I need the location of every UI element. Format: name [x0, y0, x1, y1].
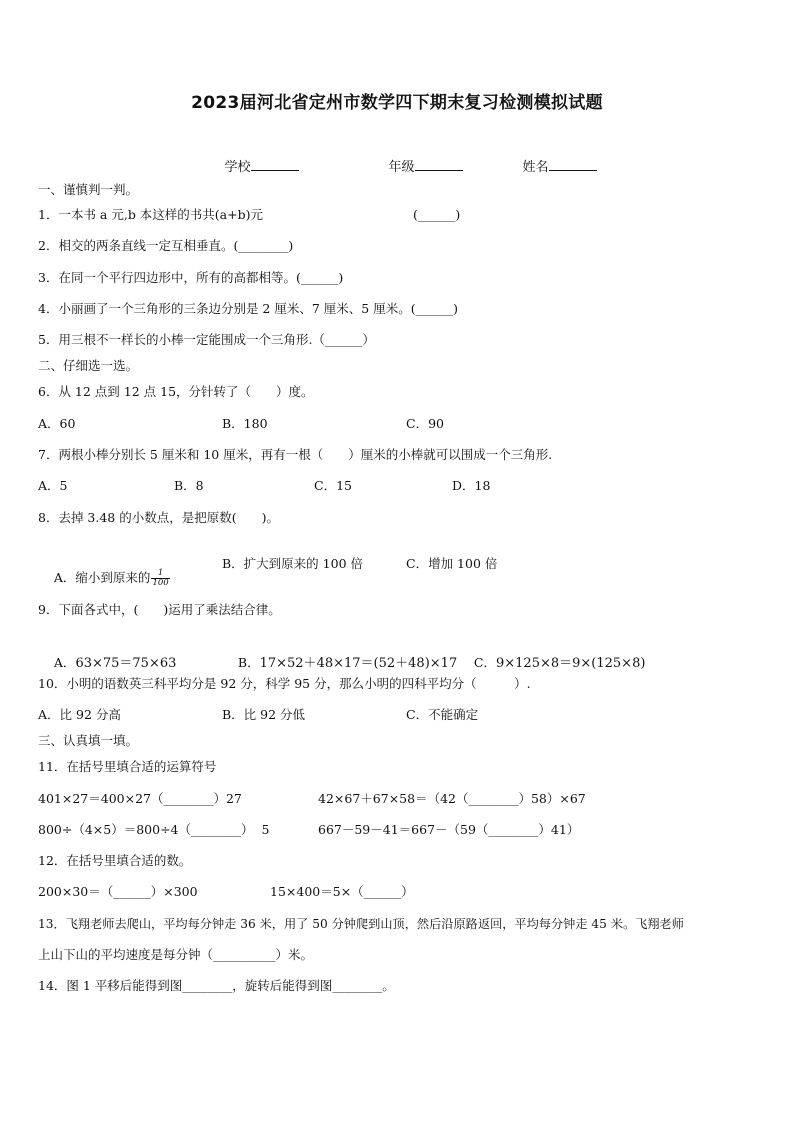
question-7-option-b[interactable]: B．8	[174, 478, 204, 493]
question-5: 5．用三根不一样长的小棒一定能围成一个三角形.（______）	[38, 332, 375, 347]
question-12-item-1[interactable]: 200×30＝（______）×300	[38, 884, 198, 899]
question-9-option-a-label: A．	[53, 655, 76, 670]
fraction-numerator: 1	[151, 569, 169, 579]
question-9: 9．下面各式中，( )运用了乘法结合律。	[38, 602, 281, 617]
question-11-item-1[interactable]: 401×27＝400×27（________）27	[38, 791, 242, 806]
question-7-option-c[interactable]: C．15	[314, 478, 352, 493]
question-8-option-a[interactable]	[38, 553, 170, 604]
fraction-one-hundredth	[151, 569, 169, 588]
question-4: 4．小丽画了一个三角形的三条边分别是 2 厘米、7 厘米、5 厘米。(______)	[38, 301, 458, 316]
page-title: 2023届河北省定州市数学四下期末复习检测模拟试题	[191, 93, 603, 113]
question-6-option-c[interactable]: C．90	[406, 416, 444, 431]
question-8-option-a-text: A．缩小到原来的	[53, 570, 151, 585]
section-2-heading: 二、仔细选一选。	[38, 358, 139, 373]
question-11-item-2[interactable]: 42×67＋67×58＝（42（________）58）×67	[318, 791, 586, 806]
question-14[interactable]: 14．图 1 平移后能得到图________，旋转后能得到图________。	[38, 978, 395, 993]
grade-label: 年级	[388, 160, 415, 175]
question-6-option-b[interactable]: B．180	[222, 416, 268, 431]
section-1-heading: 一、谨慎判一判。	[38, 182, 139, 197]
question-1: 1．一本书 a 元,b 本这样的书共(a+b)元	[38, 207, 263, 222]
name-field	[506, 141, 597, 190]
question-13-line-1: 13．飞翔老师去爬山，平均每分钟走 36 米，用了 50 分钟爬到山顶，然后沿原路返回，平均每分钟走 45 米。飞翔老师	[38, 917, 684, 931]
question-10: 10．小明的语数英三科平均分是 92 分，科学 95 分，那么小明的四科平均分（ ）.	[38, 676, 531, 691]
grade-field	[372, 141, 463, 190]
question-6-option-a[interactable]: A．60	[38, 416, 76, 431]
question-8-option-b[interactable]: B．扩大到原来的 100 倍	[222, 556, 363, 571]
question-2: 2．相交的两条直线一定互相垂直。(________)	[38, 238, 294, 253]
question-9-option-a-formula: 63×75＝75×63	[75, 656, 177, 671]
question-10-option-a[interactable]: A．比 92 分高	[38, 707, 121, 722]
school-label: 学校	[224, 160, 251, 175]
section-3-heading: 三、认真填一填。	[38, 733, 139, 748]
question-12-item-2[interactable]: 15×400＝5×（______）	[270, 884, 414, 899]
question-7-option-d[interactable]: D．18	[452, 478, 491, 493]
question-11: 11．在括号里填合适的运算符号	[38, 759, 217, 774]
fraction-denominator: 100	[152, 578, 169, 588]
question-7: 7．两根小棒分别长 5 厘米和 10 厘米，再有一根（ ）厘米的小棒就可以围成一个三角形.	[38, 447, 553, 462]
question-9-option-c-label: C．	[473, 655, 496, 670]
grade-blank[interactable]	[415, 158, 463, 171]
question-9-option-c-formula: 9×125×8＝9×(125×8)	[495, 656, 646, 671]
school-field	[208, 141, 299, 190]
question-1-answer-blank[interactable]: (______)	[413, 207, 461, 222]
question-12: 12．在括号里填合适的数。	[38, 853, 192, 868]
question-8: 8．去掉 3.48 的小数点，是把原数( )。	[38, 510, 279, 525]
question-7-option-a[interactable]: A．5	[38, 478, 68, 493]
school-blank[interactable]	[251, 158, 299, 171]
question-9-option-b-label: B．	[237, 655, 260, 670]
question-10-option-b[interactable]: B．比 92 分低	[222, 707, 306, 722]
name-label: 姓名	[522, 160, 549, 175]
question-11-item-3[interactable]: 800÷（4×5）＝800÷4（________） 5	[38, 822, 270, 837]
name-blank[interactable]	[549, 158, 597, 171]
question-6: 6．从 12 点到 12 点 15，分针转了（ ）度。	[38, 384, 314, 399]
question-8-option-c[interactable]: C．增加 100 倍	[406, 556, 498, 571]
question-11-item-4[interactable]: 667－59－41＝667－（59（________）41）	[318, 822, 580, 837]
question-13-line-2[interactable]: 上山下山的平均速度是每分钟（__________）米。	[38, 947, 314, 962]
question-10-option-c[interactable]: C．不能确定	[406, 707, 479, 722]
question-3: 3．在同一个平行四边形中，所有的高都相等。(______)	[38, 270, 344, 285]
question-9-option-b-formula: 17×52＋48×17＝(52＋48)×17	[259, 656, 458, 671]
